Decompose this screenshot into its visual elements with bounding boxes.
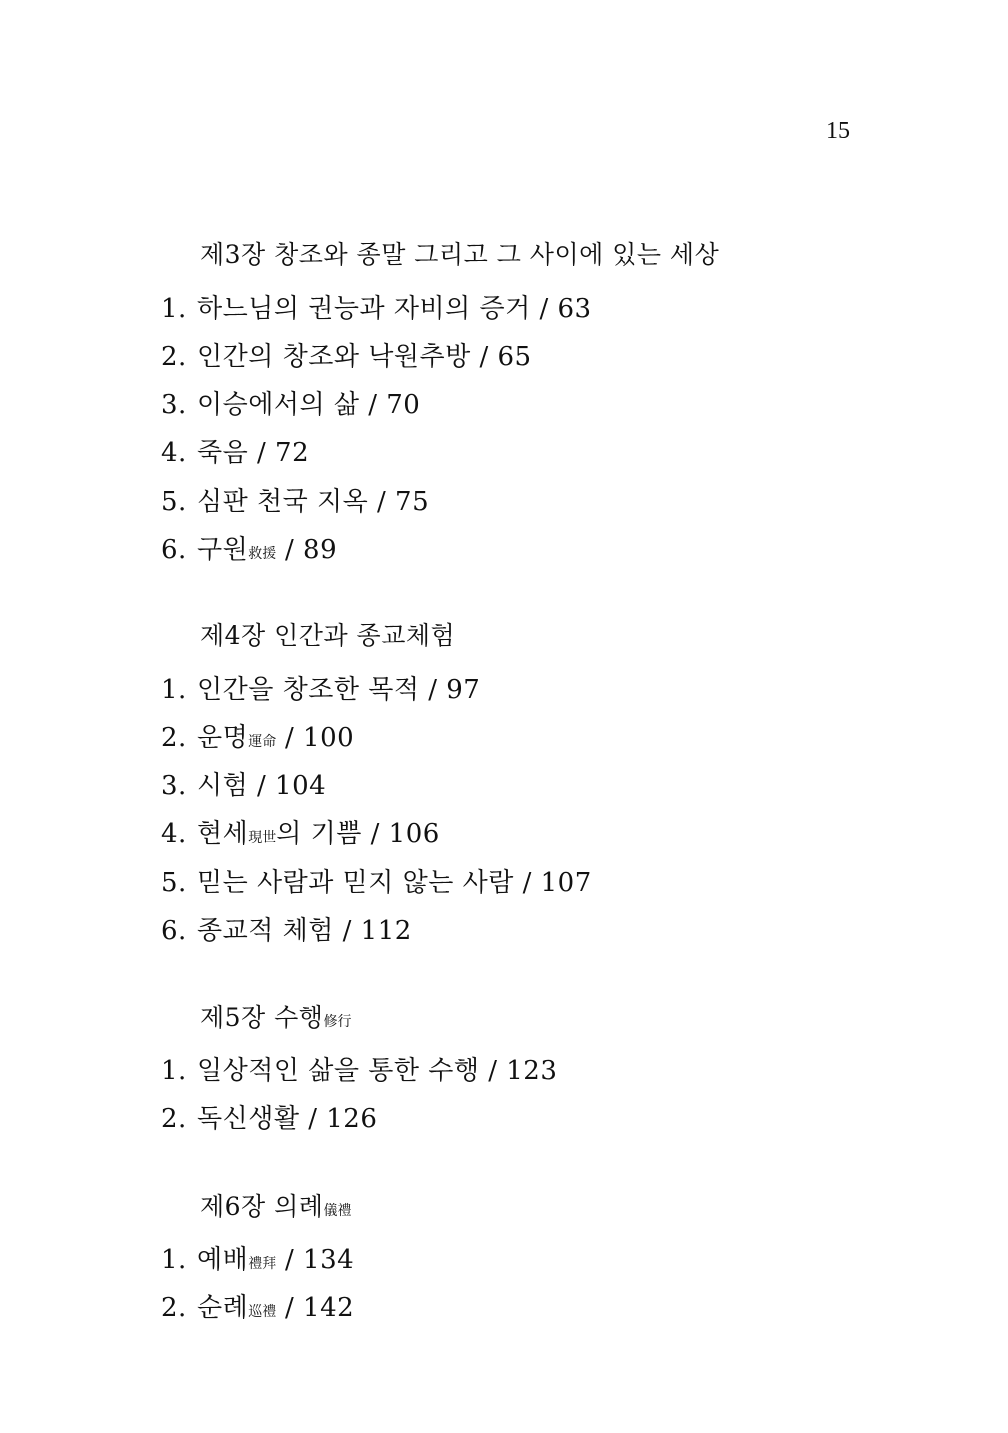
entry-number: 1. — [161, 1056, 187, 1086]
chapter-heading — [200, 998, 351, 1034]
entry-page: / 72 — [257, 438, 310, 468]
entry-number: 6. — [161, 916, 187, 946]
page-number: 15 — [826, 118, 850, 144]
entry-number: 1. — [161, 1245, 187, 1275]
entry-title: 예배 — [197, 1245, 249, 1275]
entry-number: 2. — [161, 723, 187, 753]
entry-page: / 97 — [428, 675, 481, 705]
entry-title: 이승에서의 삶 — [197, 390, 360, 420]
toc-entry[interactable] — [161, 432, 309, 469]
entry-number: 5. — [161, 868, 187, 898]
entry-page: / 75 — [377, 487, 430, 517]
toc-entry[interactable] — [161, 384, 420, 421]
toc-entry[interactable] — [161, 481, 429, 518]
entry-page: / 107 — [522, 868, 592, 898]
entry-number: 6. — [161, 535, 187, 565]
chapter-heading-hanja: 儀禮 — [323, 1203, 352, 1219]
chapter-heading-text: 제6장 의례 — [200, 1192, 324, 1221]
entry-hanja: 運命 — [248, 734, 277, 750]
entry-page: / 123 — [488, 1056, 558, 1086]
toc-entry[interactable] — [161, 862, 592, 899]
toc-entry[interactable] — [161, 288, 592, 325]
entry-title: 심판 천국 지옥 — [197, 487, 369, 517]
entry-number: 4. — [161, 438, 187, 468]
chapter-heading — [200, 1187, 351, 1223]
entry-number: 4. — [161, 819, 187, 849]
toc-entry[interactable] — [161, 717, 354, 754]
entry-title: 인간의 창조와 낙원추방 — [197, 342, 471, 372]
entry-title: 구원 — [197, 535, 249, 565]
entry-page: / 63 — [539, 294, 592, 324]
toc-entry[interactable] — [161, 910, 412, 947]
entry-number: 3. — [161, 771, 187, 801]
entry-page: / 106 — [370, 819, 440, 849]
entry-title: 일상적인 삶을 통한 수행 — [197, 1056, 480, 1086]
entry-page: / 112 — [342, 916, 412, 946]
entry-title: 인간을 창조한 목적 — [197, 675, 420, 705]
toc-entry[interactable] — [161, 336, 532, 373]
toc-entry[interactable] — [161, 1098, 377, 1135]
toc-entry[interactable] — [161, 669, 480, 706]
entry-number: 3. — [161, 390, 187, 420]
toc-entry[interactable] — [161, 529, 337, 566]
toc-entry[interactable] — [161, 1239, 354, 1276]
entry-page: / 142 — [285, 1293, 355, 1323]
toc-entry[interactable] — [161, 1050, 557, 1087]
entry-number: 5. — [161, 487, 187, 517]
entry-number: 2. — [161, 1104, 187, 1134]
entry-page: / 104 — [257, 771, 327, 801]
entry-title: 종교적 체험 — [197, 916, 334, 946]
entry-number: 2. — [161, 1293, 187, 1323]
entry-number: 1. — [161, 675, 187, 705]
entry-title: 독신생활 — [197, 1104, 300, 1134]
entry-page: / 100 — [285, 723, 355, 753]
entry-page: / 126 — [308, 1104, 378, 1134]
toc-entry[interactable] — [161, 1287, 354, 1324]
entry-title: 순례 — [197, 1293, 249, 1323]
toc-entry[interactable] — [161, 765, 326, 802]
entry-title: 믿는 사람과 믿지 않는 사람 — [197, 868, 514, 898]
entry-title-suffix: 의 기쁨 — [276, 819, 362, 849]
entry-title: 하느님의 권능과 자비의 증거 — [197, 294, 531, 324]
entry-title: 현세 — [197, 819, 249, 849]
chapter-heading: 제3장 창조와 종말 그리고 그 사이에 있는 세상 — [200, 240, 720, 269]
chapter-heading: 제4장 인간과 종교체험 — [200, 621, 456, 650]
entry-page: / 89 — [285, 535, 338, 565]
chapter-heading-text: 제5장 수행 — [200, 1003, 324, 1032]
entry-hanja: 禮拜 — [248, 1256, 277, 1272]
entry-hanja: 現世 — [248, 830, 277, 846]
entry-page: / 70 — [368, 390, 421, 420]
entry-hanja: 救援 — [248, 546, 277, 562]
entry-number: 2. — [161, 342, 187, 372]
entry-title: 시험 — [197, 771, 249, 801]
entry-number: 1. — [161, 294, 187, 324]
entry-page: / 65 — [479, 342, 532, 372]
entry-hanja: 巡禮 — [248, 1304, 277, 1320]
entry-title: 죽음 — [197, 438, 249, 468]
entry-title: 운명 — [197, 723, 249, 753]
entry-page: / 134 — [285, 1245, 355, 1275]
chapter-heading-hanja: 修行 — [323, 1014, 352, 1030]
toc-entry[interactable] — [161, 813, 440, 850]
